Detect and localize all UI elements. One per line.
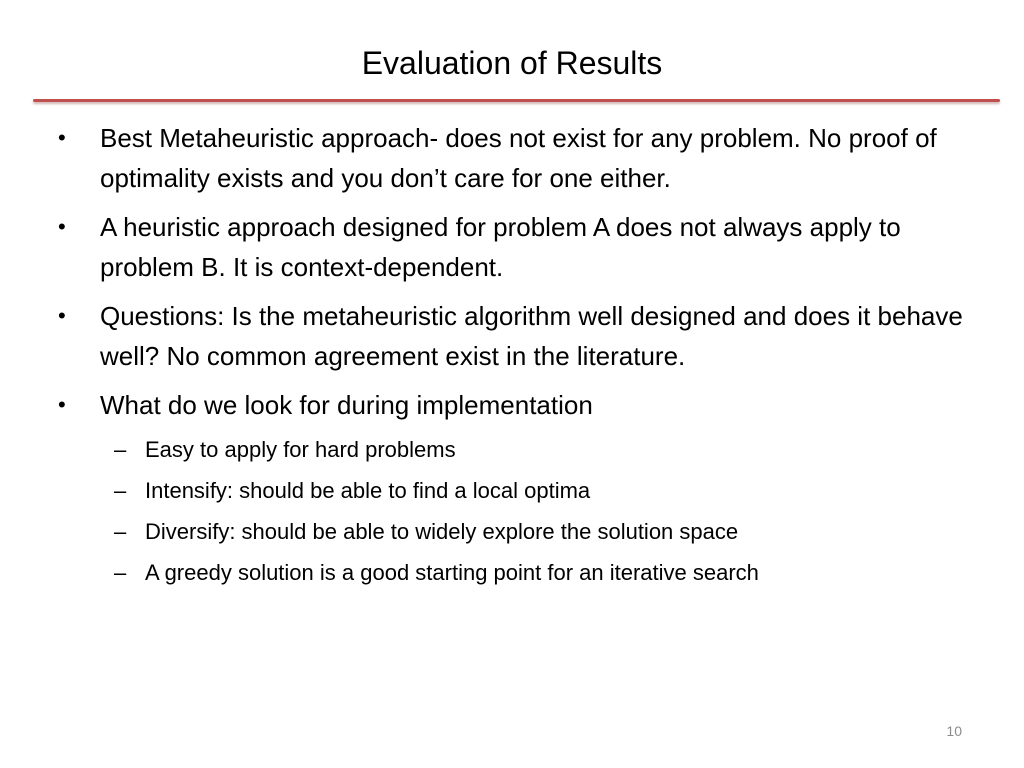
bullet-item: [56, 385, 971, 425]
slide-content: [56, 118, 971, 598]
bullet-item: [56, 296, 971, 376]
bullet-marker: •: [58, 125, 66, 150]
bullet-marker: •: [58, 303, 66, 328]
sub-bullet-item: [56, 475, 971, 507]
bullet-item: [56, 118, 971, 198]
sub-bullet-text: Easy to apply for hard problems: [145, 437, 456, 462]
slide-number: 10: [946, 723, 962, 739]
sub-bullet-marker: –: [114, 437, 127, 462]
sub-bullet-marker: –: [114, 519, 127, 544]
sub-bullet-list: [56, 434, 971, 589]
bullet-list: [56, 118, 971, 425]
sub-bullet-text: Intensify: should be able to find a local optima: [145, 478, 591, 503]
bullet-text: What do we look for during implementation: [100, 390, 593, 420]
bullet-marker: •: [58, 392, 66, 417]
sub-bullet-marker: –: [114, 560, 127, 585]
bullet-item: [56, 207, 971, 287]
sub-bullet-item: [56, 434, 971, 466]
sub-bullet-text: Diversify: should be able to widely explore the solution space: [145, 519, 739, 544]
sub-bullet-item: [56, 557, 971, 589]
bullet-marker: •: [58, 214, 66, 239]
sub-bullet-text: A greedy solution is a good starting point for an iterative search: [145, 560, 759, 585]
bullet-text: Questions: Is the metaheuristic algorithm well designed and does it behave well? No common agreement exist in the literature.: [100, 301, 963, 371]
title-divider: [33, 99, 1000, 102]
bullet-text: Best Metaheuristic approach- does not exist for any problem. No proof of optimality exists and you don’t care for one either.: [100, 123, 937, 193]
sub-bullet-item: [56, 516, 971, 548]
sub-bullet-marker: –: [114, 478, 127, 503]
bullet-text: A heuristic approach designed for problem A does not always apply to problem B. It is context-dependent.: [100, 212, 901, 282]
slide-title: Evaluation of Results: [361, 45, 663, 81]
